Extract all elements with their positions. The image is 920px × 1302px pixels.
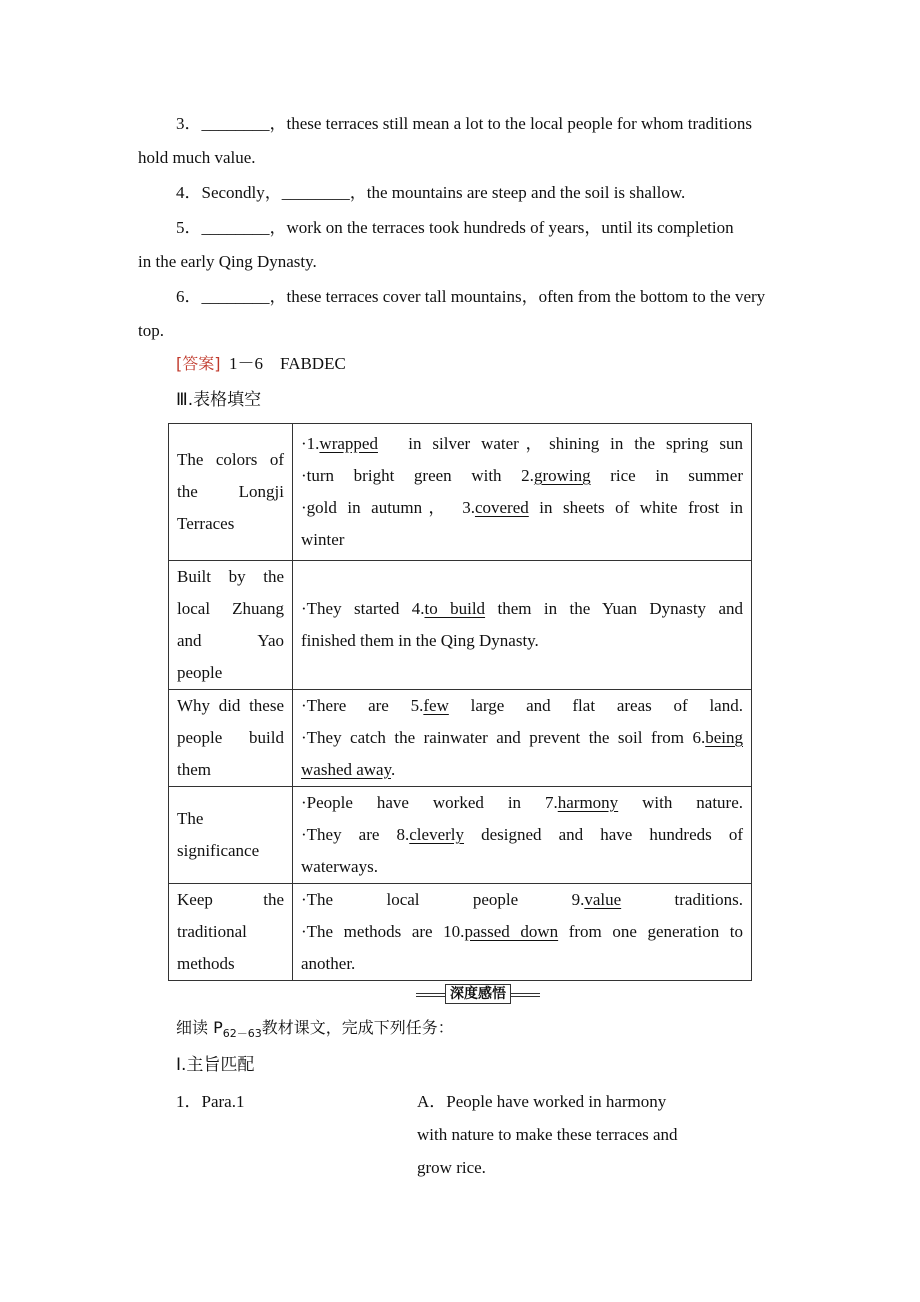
answer-word: washed away [301,760,391,779]
row-header-line: The [177,809,204,828]
answer-word: growing [533,466,591,485]
row-header-line: people build [177,728,284,747]
blank: ________ [281,183,350,202]
row-content [293,561,752,690]
content-line: waterways. [301,857,378,876]
content-line: finished them in the Qing Dynasty. [301,631,539,650]
row-header-line: and Yao [177,631,284,650]
row-content [293,787,752,884]
answer-word: covered [474,498,529,517]
blank: ________ [201,218,270,237]
blank: ________ [201,287,270,306]
row-header-line: them [177,760,211,779]
row-content [293,690,752,787]
content-line: ·They are 8.cleverly designed and have hundreds of [301,825,743,844]
content-line: ·turn bright green with 2.growing rice in summer [301,466,743,485]
row-header [169,787,293,884]
answer-word: harmony [557,793,619,812]
fill-in-table [168,423,752,981]
table-row [169,884,752,981]
answer-line [176,347,346,381]
answer-word: cleverly [409,825,465,844]
answer-word: wrapped [319,434,378,453]
answer-word: being [705,728,743,747]
row-header [169,690,293,787]
table-row [169,424,752,561]
blank: ________ [201,114,270,133]
table-row [169,690,752,787]
match-option-a: A．People have worked in harmony with nature to make these terraces and grow rice. [417,1092,678,1177]
row-header-line: Keep the [177,890,284,909]
row-header-line: significance [177,841,260,860]
answer-text: 1－6 FABDEC [229,354,346,373]
question-5: 5．________，work on the terraces took hundreds of years，until its completion in the early Qing Dynasty. [138,218,734,271]
row-header-line: the Longji [177,482,284,501]
content-line: ·People have worked in 7.harmony with nature. [301,793,743,812]
content-line: ·They catch the rainwater and prevent the soil from 6.being [301,728,743,747]
task-instruction: 细读 $P_{62-63}$教材课文，完成下列任务： [176,1018,454,1041]
row-header-line: local Zhuang [177,599,284,618]
section-banner [416,984,540,1004]
match-paragraph: 1．Para.1 [176,1092,245,1111]
row-header-line: traditional [177,922,247,941]
content-line: ·gold in autumn， 3.covered in sheets of white frost in [301,498,743,517]
content-line: ·The methods are 10.passed down from one generation to [301,922,743,941]
section-title-matching: Ⅰ.主旨匹配 [176,1055,255,1075]
row-header [169,884,293,981]
answer-word: few [423,696,449,715]
content-line: ·1.wrapped in silver water，shining in the spring sun [301,434,743,453]
question-4: 4．Secondly，________，the mountains are steep and the soil is shallow. [176,183,686,202]
row-header [169,424,293,561]
banner-label: 深度感悟 [445,984,511,1004]
content-line: winter [301,530,345,549]
row-header [169,561,293,690]
answer-tag: [答案] [176,354,221,373]
content-line: ·The local people 9.value traditions. [301,890,743,909]
answer-word: passed down [464,922,559,941]
row-header-line: methods [177,954,235,973]
content-line: washed away. [301,760,396,779]
content-line: ·There are 5.few large and flat areas of land. [301,696,743,715]
row-content [293,424,752,561]
row-header-line: Built by the [177,567,284,586]
question-6: 6．________，these terraces cover tall mountains，often from the bottom to the very top. [138,287,766,340]
row-header-line: people [177,663,223,682]
content-line: another. [301,954,356,973]
section-title-table: Ⅲ.表格填空 [176,390,262,410]
row-content [293,884,752,981]
row-header-line: The colors of [177,450,284,469]
table-row [169,787,752,884]
row-header-line: Why did these [177,696,284,715]
content-line: ·They started 4.to build them in the Yuan Dynasty and [301,599,744,618]
question-3: 3．________，these terraces still mean a lot to the local people for whom traditions hold much value. [138,114,752,167]
table-row [169,561,752,690]
row-header-line: Terraces [177,514,235,533]
answer-word: value [584,890,622,909]
answer-word: to build [424,599,486,618]
